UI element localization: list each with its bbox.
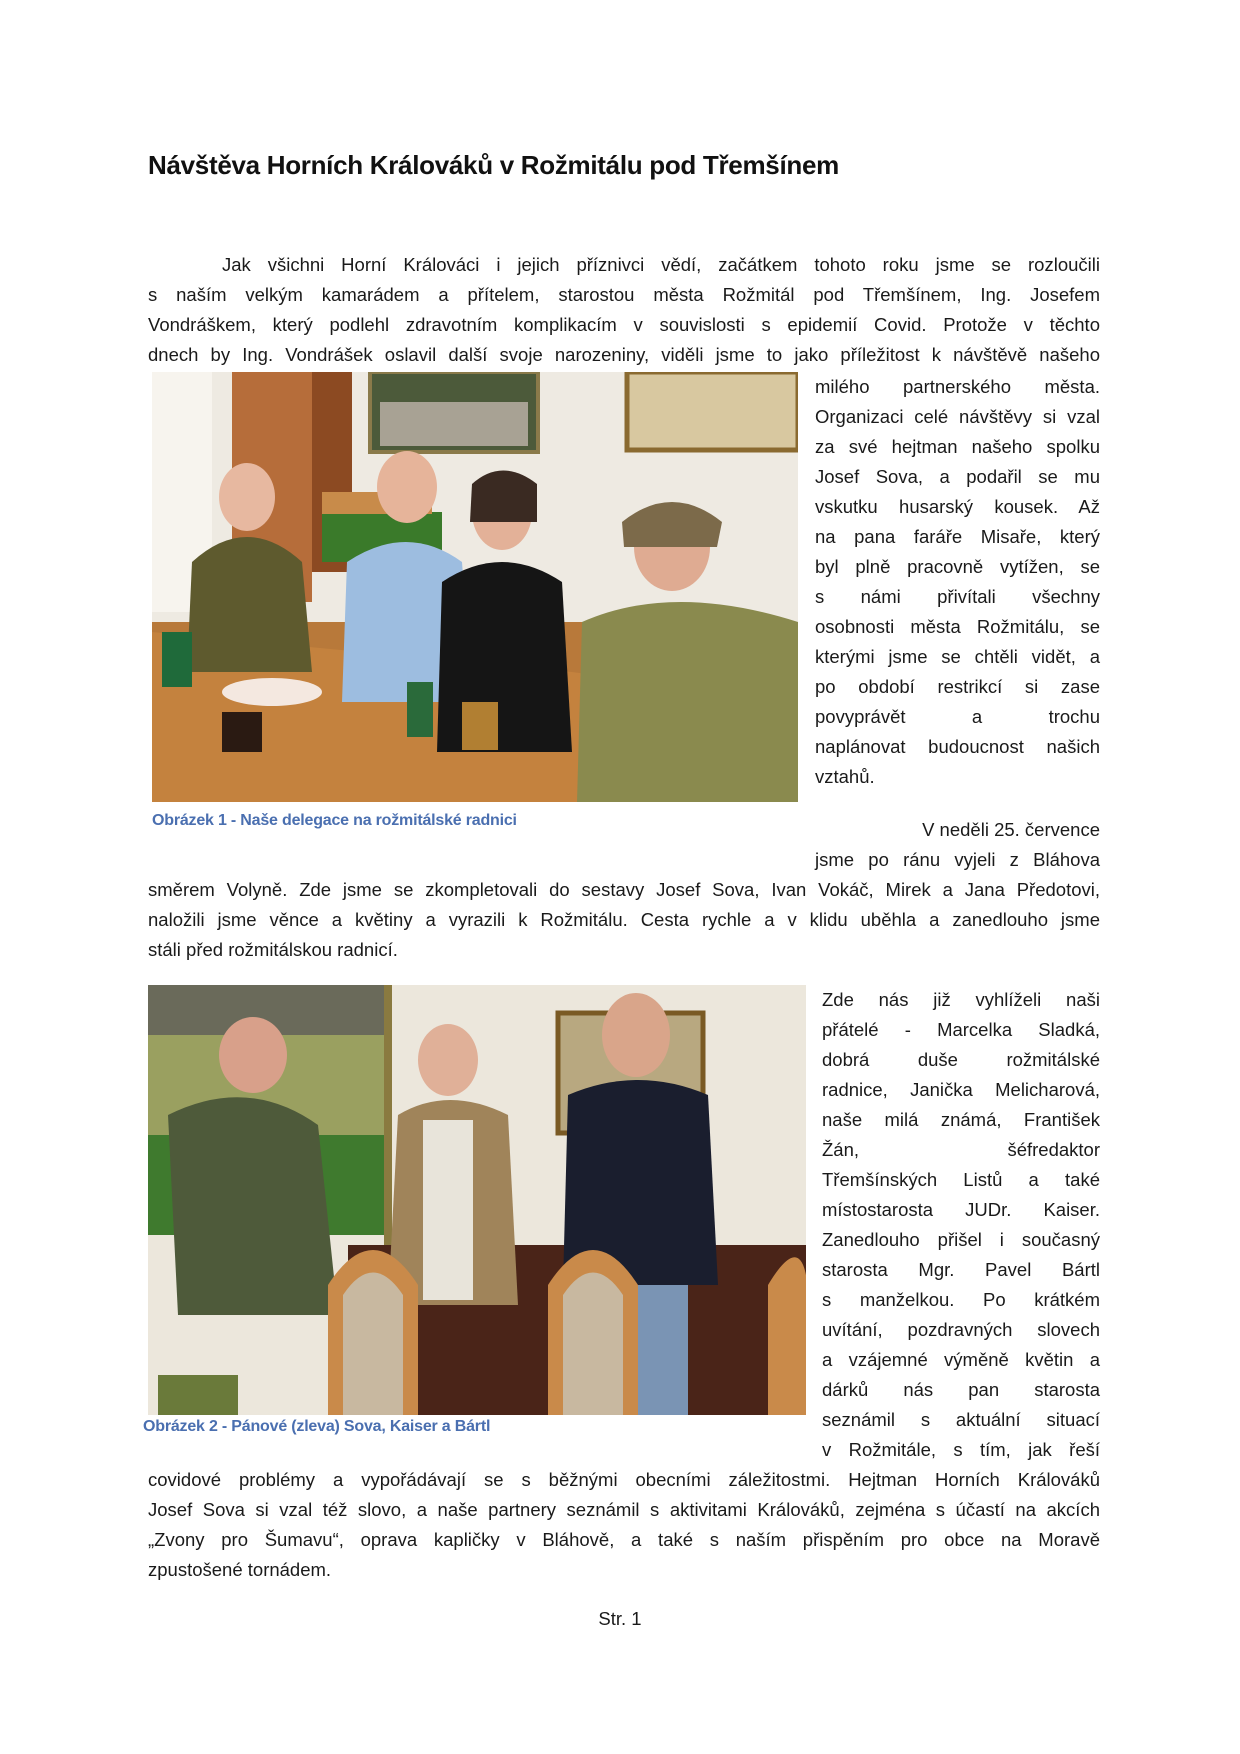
paragraph-line: Josef Sova, a podařil se mu — [815, 466, 1100, 487]
paragraph-line: na pana faráře Misaře, který — [815, 526, 1100, 547]
paragraph-line: V neděli 25. července — [922, 819, 1100, 840]
paragraph-line: s naším velkým kamarádem a přítelem, starostou města Rožmitál pod Třemšínem, Ing. Josefem — [148, 284, 1100, 305]
paragraph-line: dobrá duše rožmitálské — [822, 1049, 1100, 1070]
paragraph-line: byl plně pracovně vytížen, se — [815, 556, 1100, 577]
paragraph-line: v Rožmitále, s tím, jak řeší — [822, 1439, 1100, 1460]
paragraph-line: Zde nás již vyhlíželi naši — [822, 989, 1100, 1010]
figure-2-photo — [148, 985, 806, 1415]
paragraph-line: radnice, Janička Melicharová, — [822, 1079, 1100, 1100]
paragraph-line: za své hejtman našeho spolku — [815, 436, 1100, 457]
paragraph-line: dárků nás pan starosta — [822, 1379, 1100, 1400]
figure-1-caption: Obrázek 1 - Naše delegace na rožmitálské radnici — [152, 812, 517, 829]
paragraph-line: vztahů. — [815, 766, 875, 787]
group-photo-image — [152, 372, 798, 802]
paragraph-line: s manželkou. Po krátkém — [822, 1289, 1100, 1310]
article-title: Návštěva Horních Králováků v Rožmitálu pod Třemšínem — [148, 150, 839, 180]
figure-1-photo — [152, 372, 798, 802]
paragraph-line: stáli před rožmitálskou radnicí. — [148, 939, 398, 960]
paragraph-line: covidové problémy a vypořádávají se s běžnými obecními záležitostmi. Hejtman Horních Králováků — [148, 1469, 1100, 1490]
paragraph-line: osobnosti města Rožmitálu, se — [815, 616, 1100, 637]
paragraph-line: Vondráškem, který podlehl zdravotním komplikacím v souvislosti s epidemií Covid. Protože v těchto — [148, 314, 1100, 335]
paragraph-line: naplánovat budoucnost našich — [815, 736, 1100, 757]
paragraph-line: starosta Mgr. Pavel Bártl — [822, 1259, 1100, 1280]
paragraph-line: Třemšínských Listů a také — [822, 1169, 1100, 1190]
page-number: Str. 1 — [598, 1608, 642, 1629]
paragraph-line: a vzájemné výměně květin a — [822, 1349, 1100, 1370]
paragraph-line: přátelé - Marcelka Sladká, — [822, 1019, 1100, 1040]
figure-2-caption: Obrázek 2 - Pánové (zleva) Sova, Kaiser a Bártl — [143, 1418, 491, 1435]
paragraph-line: Organizaci celé návštěvy si vzal — [815, 406, 1100, 427]
paragraph-line: místostarosta JUDr. Kaiser. — [822, 1199, 1100, 1220]
paragraph-line: směrem Volyně. Zde jsme se zkompletovali do sestavy Josef Sova, Ivan Vokáč, Mirek a Jana Předotovi, — [148, 879, 1100, 900]
paragraph-line: Josef Sova si vzal též slovo, a naše partnery seznámil s aktivitami Králováků, zejména s účastí na akcích — [148, 1499, 1100, 1520]
paragraph-line: Žán, šéfredaktor — [822, 1139, 1100, 1160]
paragraph-line: dnech by Ing. Vondrášek oslavil další svoje narozeniny, viděli jsme to jako příležitost k návštěvě našeho — [148, 344, 1100, 365]
paragraph-line: milého partnerského města. — [815, 376, 1100, 397]
paragraph-line: jsme po ránu vyjeli z Bláhova — [815, 849, 1100, 870]
paragraph-line: uvítání, pozdravných slovech — [822, 1319, 1100, 1340]
paragraph-line: po období restrikcí si zase — [815, 676, 1100, 697]
paragraph-line: s námi přivítali všechny — [815, 586, 1100, 607]
paragraph-line: naložili jsme věnce a květiny a vyrazili k Rožmitálu. Cesta rychle a v klidu uběhla a zanedlouho jsme — [148, 909, 1100, 930]
paragraph-line: kterými jsme se chtěli vidět, a — [815, 646, 1100, 667]
handshake-photo-image — [148, 985, 806, 1415]
paragraph-line: naše milá známá, František — [822, 1109, 1100, 1130]
paragraph-line: Jak všichni Horní Králováci i jejich příznivci vědí, začátkem tohoto roku jsme se rozloučili — [222, 254, 1100, 275]
paragraph-line: Zanedlouho přišel i současný — [822, 1229, 1100, 1250]
paragraph-line: zpustošené tornádem. — [148, 1559, 332, 1580]
paragraph-line: vskutku husarský kousek. Až — [815, 496, 1100, 517]
paragraph-line: povyprávět a trochu — [815, 706, 1100, 727]
paragraph-line: seznámil s aktuální situací — [822, 1409, 1100, 1430]
paragraph-line: „Zvony pro Šumavu“, oprava kapličky v Bláhově, a také s naším přispěním pro obce na Moravě — [148, 1529, 1100, 1550]
